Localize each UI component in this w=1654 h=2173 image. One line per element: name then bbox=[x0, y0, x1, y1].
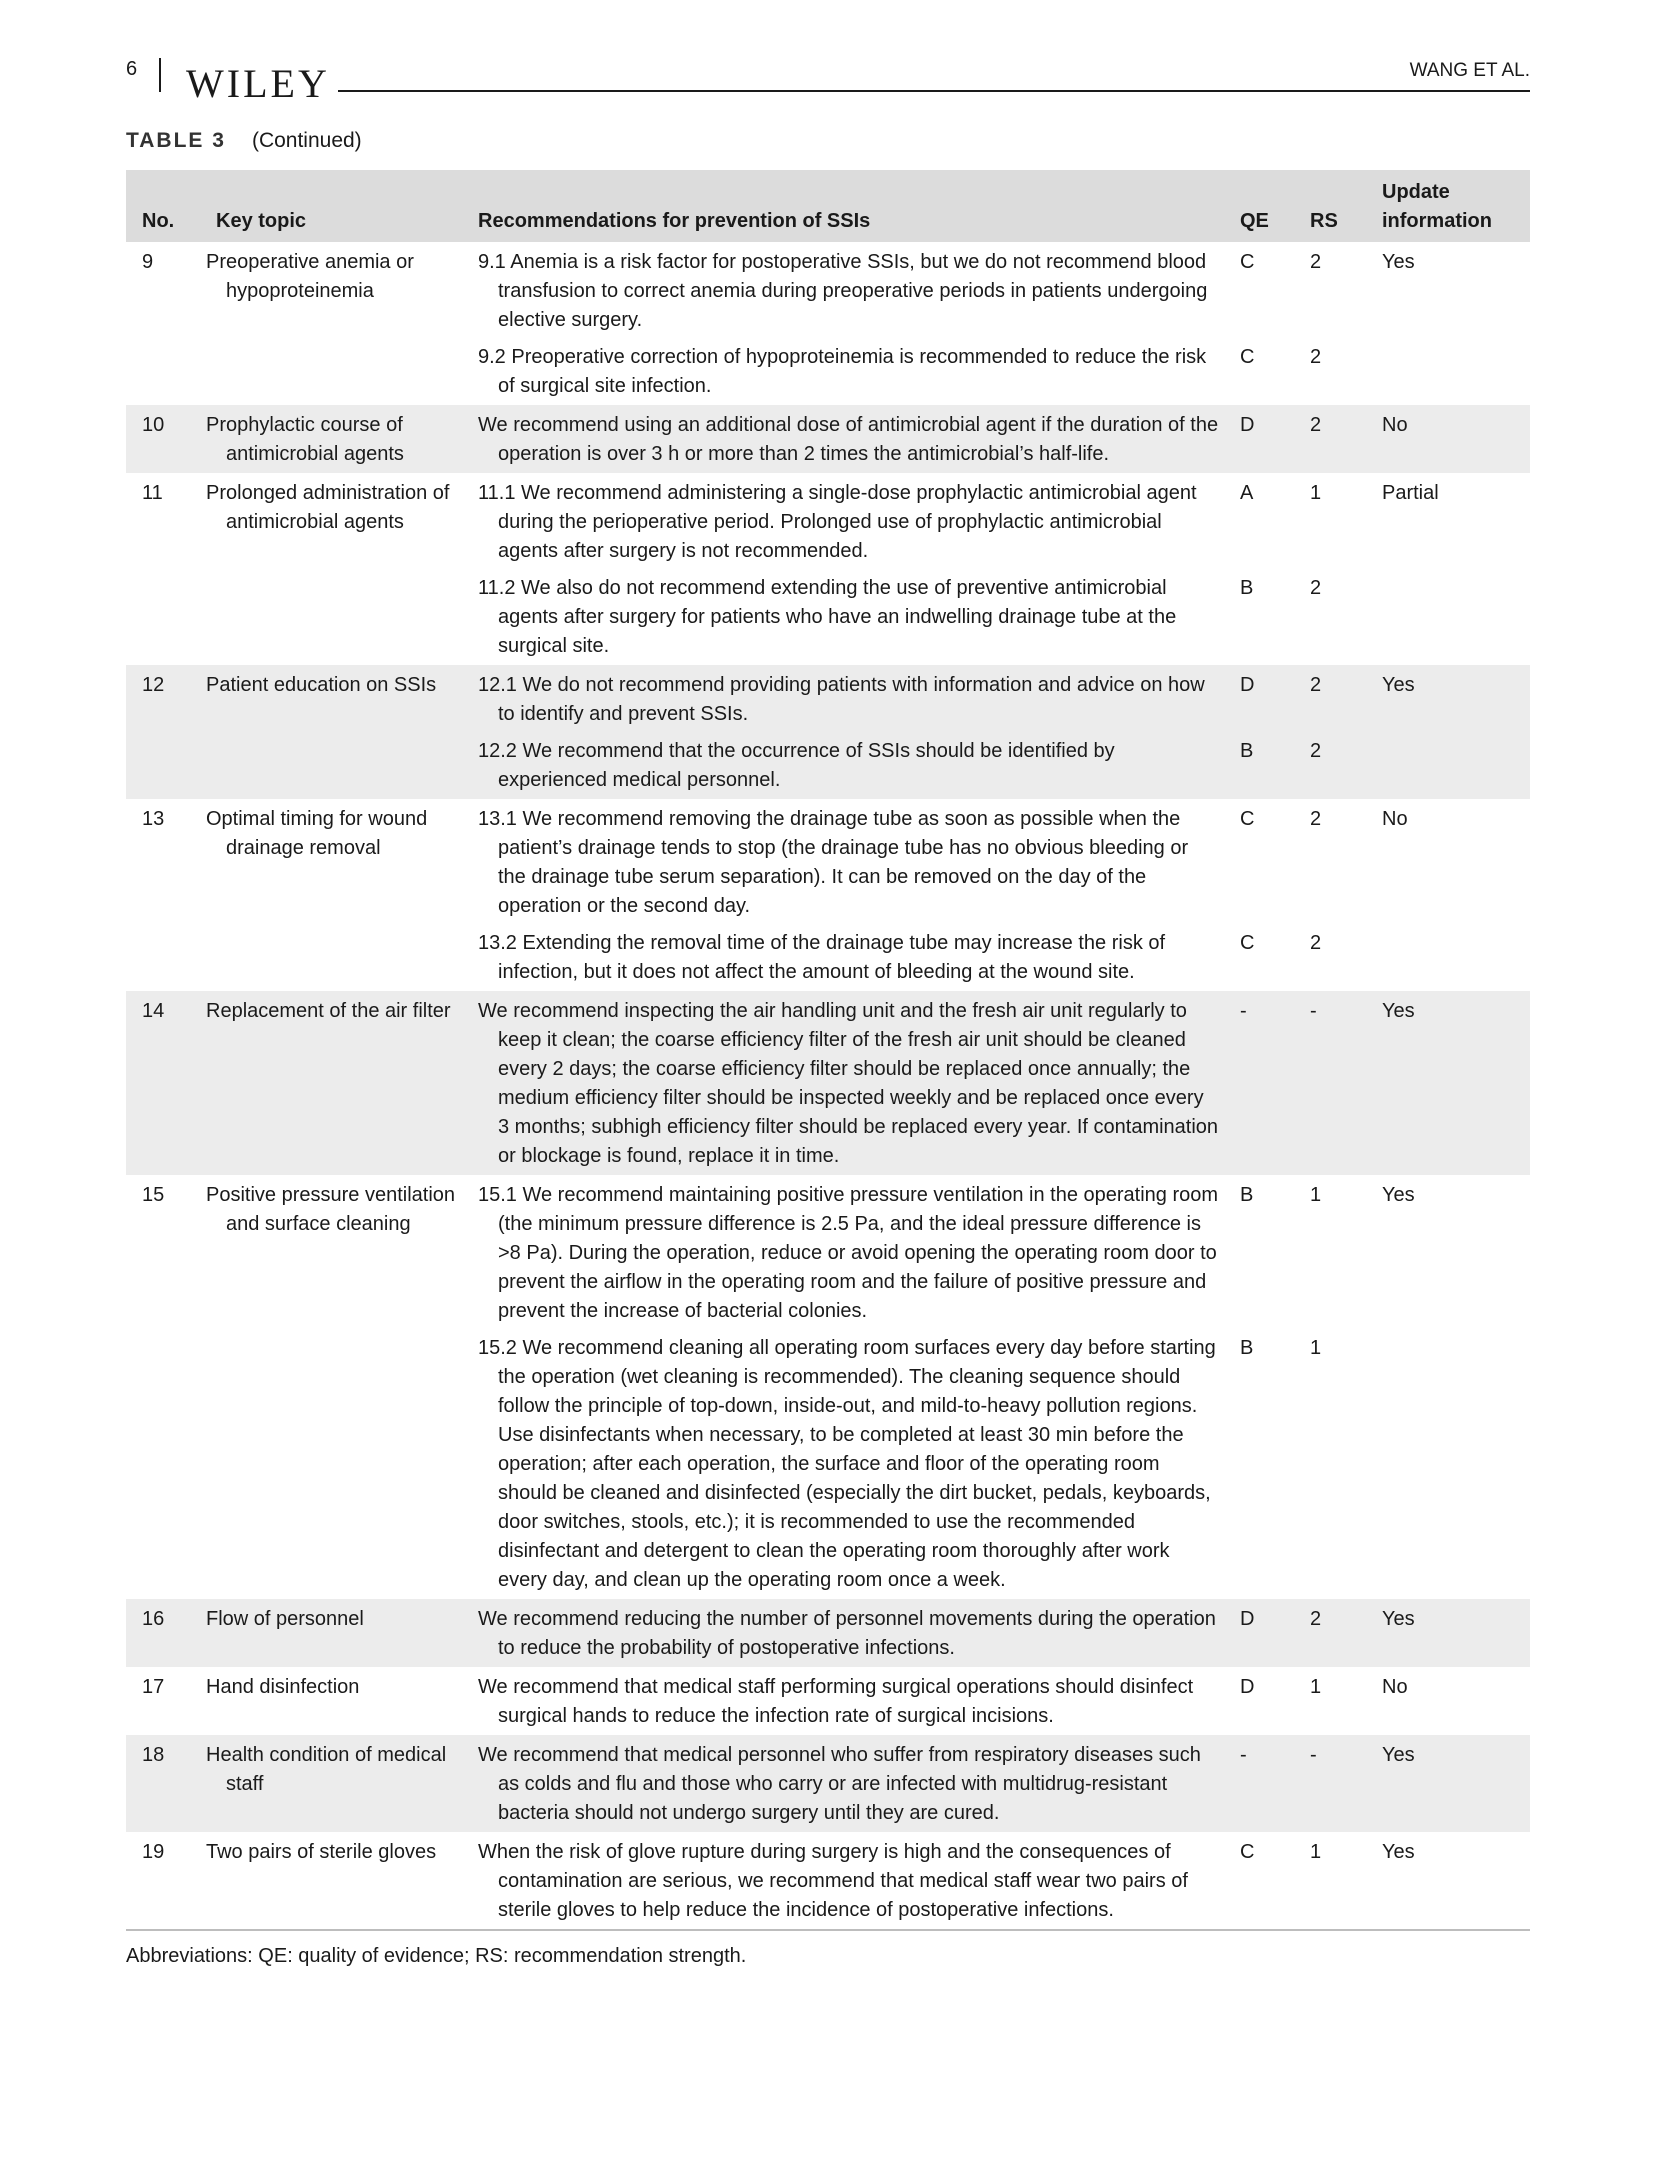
table-row bbox=[126, 405, 1530, 473]
recommendation-cell bbox=[468, 1832, 1230, 1930]
key-topic-cell: Hand disinfection bbox=[206, 1676, 360, 1698]
update-cell: Yes bbox=[1372, 1735, 1530, 1832]
recommendation-item: We recommend that medical personnel who suffer from respiratory diseases such as colds and flu and those who carry or are infected with multidrug-resistant bacteria should not undergo surgery until they are cured. bbox=[478, 1744, 1201, 1824]
recommendation-cell bbox=[468, 1735, 1230, 1832]
row-number: 19 bbox=[126, 1832, 206, 1930]
qe-value: D bbox=[1240, 674, 1255, 696]
rs-cell bbox=[1300, 1599, 1372, 1667]
recommendation-item: 15.2 We recommend cleaning all operating room surfaces every day before starting the operation (wet cleaning is recommended). The cleaning sequence should follow the principle of top-down, inside-out, and mild-to-heavy pollution regions. Use disinfectants when necessary, to be completed at least 30 min before the operation; after each operation, the surface and floor of the operating room should be cleaned and disinfected (especially the dirt bucket, pedals, keyboards, door switches, stools, etc.); it is recommended to use the recommended disinfectant and detergent to clean the operating room thoroughly after work every day, and clean up the operating room once a week. bbox=[478, 1337, 1216, 1591]
qe-value: C bbox=[1240, 251, 1255, 273]
key-topic-cell: Preoperative anemia or hypoproteinemia bbox=[206, 251, 414, 302]
rs-cell bbox=[1300, 1175, 1372, 1599]
row-number: 10 bbox=[126, 405, 206, 473]
key-topic-cell: Two pairs of sterile gloves bbox=[206, 1832, 468, 1930]
row-number: 14 bbox=[126, 991, 206, 1175]
recommendation-cell bbox=[468, 799, 1230, 991]
qe-cell bbox=[1230, 1175, 1300, 1599]
table-label: TABLE 3 bbox=[126, 129, 226, 152]
page bbox=[126, 52, 1530, 1968]
key-topic-cell: Patient education on SSIs bbox=[206, 665, 468, 799]
rs-cell bbox=[1300, 665, 1372, 799]
recommendation-item: We recommend reducing the number of personnel movements during the operation to reduce the probability of postoperative infections. bbox=[478, 1608, 1216, 1659]
row-number: 17 bbox=[142, 1676, 165, 1698]
update-cell: Yes bbox=[1372, 1832, 1530, 1930]
rs-value: 2 bbox=[1310, 414, 1322, 436]
qe-cell bbox=[1230, 991, 1300, 1175]
recommendation-item: 9.1 Anemia is a risk factor for postoperative SSIs, but we do not recommend blood transfusion to correct anemia during preoperative periods in patients undergoing elective surgery. bbox=[478, 251, 1208, 331]
qe-value: B bbox=[1240, 740, 1254, 762]
qe-cell bbox=[1230, 1667, 1300, 1735]
key-topic-cell: Flow of personnel bbox=[206, 1599, 468, 1667]
page-number: 6 bbox=[126, 58, 138, 80]
recommendation-item: 12.1 We do not recommend providing patients with information and advice on how to identify and prevent SSIs. bbox=[478, 674, 1205, 725]
update-cell: No bbox=[1372, 405, 1530, 473]
table-caption bbox=[126, 124, 1530, 158]
recommendation-item: We recommend inspecting the air handling unit and the fresh air unit regularly to keep it clean; the coarse efficiency filter of the fresh air unit should be cleaned every 2 days; the coarse efficiency filter should be replaced once annually; the medium efficiency filter should be inspected weekly and be replaced once every 3 months; subhigh efficiency filter should be replaced every year. If contamination or blockage is found, replace it in time. bbox=[478, 1000, 1219, 1167]
recommendations-table bbox=[126, 170, 1530, 1931]
qe-value: - bbox=[1240, 1744, 1247, 1766]
rs-cell bbox=[1300, 991, 1372, 1175]
key-topic-cell: Optimal timing for wound drainage removal bbox=[206, 808, 428, 859]
rs-cell bbox=[1300, 242, 1372, 405]
qe-cell bbox=[1230, 473, 1300, 665]
table-row bbox=[126, 1599, 1530, 1667]
rs-value: 1 bbox=[1310, 1676, 1322, 1698]
table-row bbox=[126, 1735, 1530, 1832]
table-body bbox=[126, 242, 1530, 1930]
recommendation-item: When the risk of glove rupture during surgery is high and the consequences of contamination are serious, we recommend that medical staff wear two pairs of sterile gloves to help reduce the incidence of postoperative infections. bbox=[478, 1841, 1188, 1921]
rs-value: 2 bbox=[1310, 251, 1322, 273]
rs-value: 2 bbox=[1310, 346, 1322, 368]
table-header-row bbox=[126, 170, 1530, 242]
row-number: 12 bbox=[126, 665, 206, 799]
recommendation-cell bbox=[468, 1599, 1230, 1667]
recommendation-cell bbox=[468, 473, 1230, 665]
qe-cell bbox=[1230, 1735, 1300, 1832]
key-topic-cell: Prolonged administration of antimicrobial agents bbox=[206, 482, 450, 533]
key-topic-cell: Health condition of medical staff bbox=[206, 1735, 468, 1832]
recommendation-cell bbox=[468, 405, 1230, 473]
qe-value: C bbox=[1240, 1841, 1255, 1863]
row-number: 11 bbox=[142, 482, 163, 504]
table-caption-text: (Continued) bbox=[251, 129, 362, 152]
rs-cell bbox=[1300, 405, 1372, 473]
table-row bbox=[126, 473, 1530, 665]
key-topic-cell: Prophylactic course of antimicrobial agents bbox=[206, 405, 468, 473]
key-topic-cell: Positive pressure ventilation and surface cleaning bbox=[206, 1184, 456, 1235]
update-cell: Partial bbox=[1382, 482, 1439, 504]
recommendation-item: 9.2 Preoperative correction of hypoproteinemia is recommended to reduce the risk of surgical site infection. bbox=[478, 346, 1207, 397]
recommendation-item: 13.2 Extending the removal time of the drainage tube may increase the risk of infection, but it does not affect the amount of bleeding at the wound site. bbox=[478, 932, 1166, 983]
qe-value: D bbox=[1240, 414, 1255, 436]
recommendation-cell bbox=[468, 242, 1230, 405]
table-row bbox=[126, 1832, 1530, 1930]
qe-value: - bbox=[1240, 1000, 1247, 1022]
col-header-rs: RS bbox=[1300, 170, 1372, 242]
update-cell: No bbox=[1382, 1676, 1408, 1698]
update-cell: Yes bbox=[1372, 1599, 1530, 1667]
key-topic-cell: Replacement of the air filter bbox=[206, 991, 468, 1175]
table-row bbox=[126, 991, 1530, 1175]
recommendation-cell bbox=[468, 991, 1230, 1175]
publisher-logo: WILEY bbox=[186, 61, 330, 106]
qe-value: B bbox=[1240, 1337, 1254, 1359]
recommendation-item: 12.2 We recommend that the occurrence of SSIs should be identified by experienced medical personnel. bbox=[478, 740, 1115, 791]
running-head: WANG ET AL. bbox=[1409, 60, 1530, 81]
table-row bbox=[126, 1667, 1530, 1735]
table-row bbox=[126, 1175, 1530, 1599]
rs-value: 2 bbox=[1310, 808, 1322, 830]
recommendation-item: 13.1 We recommend removing the drainage tube as soon as possible when the patient’s drainage tends to stop (the drainage tube has no obvious bleeding or the drainage tube serum separation). It can be removed on the day of the operation or the second day. bbox=[478, 808, 1189, 917]
qe-value: B bbox=[1240, 1184, 1254, 1206]
row-number: 16 bbox=[126, 1599, 206, 1667]
qe-value: B bbox=[1240, 577, 1254, 599]
rs-value: 1 bbox=[1310, 1841, 1322, 1863]
rs-value: 2 bbox=[1310, 1608, 1322, 1630]
table-row bbox=[126, 242, 1530, 405]
qe-value: A bbox=[1240, 482, 1254, 504]
qe-value: C bbox=[1240, 932, 1255, 954]
rs-value: 2 bbox=[1310, 932, 1322, 954]
header-rule bbox=[338, 90, 1530, 92]
qe-cell bbox=[1230, 1599, 1300, 1667]
qe-cell bbox=[1230, 242, 1300, 405]
recommendation-item: We recommend using an additional dose of antimicrobial agent if the duration of the operation is over 3 h or more than 2 times the antimicrobial’s half-life. bbox=[478, 414, 1219, 465]
row-number: 13 bbox=[142, 808, 165, 830]
qe-cell bbox=[1230, 799, 1300, 991]
qe-value: D bbox=[1240, 1676, 1255, 1698]
qe-cell bbox=[1230, 1832, 1300, 1930]
rs-value: 1 bbox=[1310, 1184, 1322, 1206]
rs-value: 2 bbox=[1310, 740, 1322, 762]
recommendation-item: 11.1 We recommend administering a single-dose prophylactic antimicrobial agent during the perioperative period. Prolonged use of prophylactic antimicrobial agents after surgery is not recommended. bbox=[478, 482, 1197, 562]
rs-cell bbox=[1300, 473, 1372, 665]
col-header-no: No. bbox=[126, 170, 206, 242]
qe-cell bbox=[1230, 405, 1300, 473]
recommendation-cell bbox=[468, 1667, 1230, 1735]
rs-value: - bbox=[1310, 1000, 1317, 1022]
update-cell: Yes bbox=[1382, 251, 1415, 273]
update-cell: Yes bbox=[1372, 991, 1530, 1175]
recommendation-cell bbox=[468, 665, 1230, 799]
update-cell: Yes bbox=[1372, 665, 1530, 799]
rs-value: 2 bbox=[1310, 674, 1322, 696]
rs-cell bbox=[1300, 1735, 1372, 1832]
page-header bbox=[126, 52, 1530, 106]
qe-value: C bbox=[1240, 808, 1255, 830]
col-header-key-topic: Key topic bbox=[206, 170, 468, 242]
table-footnote: Abbreviations: QE: quality of evidence; RS: recommendation strength. bbox=[126, 1945, 747, 1967]
rs-value: 2 bbox=[1310, 577, 1322, 599]
update-cell: No bbox=[1382, 808, 1408, 830]
qe-value: D bbox=[1240, 1608, 1255, 1630]
rs-cell bbox=[1300, 1667, 1372, 1735]
recommendation-item: 15.1 We recommend maintaining positive pressure ventilation in the operating room (the minimum pressure difference is 2.5 Pa, and the ideal pressure difference is >8 Pa). During the operation, reduce or avoid opening the operating room door to prevent the airflow in the operating room and the failure of positive pressure and prevent the increase of bacterial colonies. bbox=[478, 1184, 1219, 1322]
rs-value: 1 bbox=[1310, 1337, 1322, 1359]
recommendation-item: We recommend that medical staff performing surgical operations should disinfect surgical hands to reduce the infection rate of surgical incisions. bbox=[478, 1676, 1194, 1727]
rs-cell bbox=[1300, 799, 1372, 991]
header-separator bbox=[159, 58, 161, 92]
row-number: 18 bbox=[126, 1735, 206, 1832]
rs-value: 1 bbox=[1310, 482, 1322, 504]
table-row bbox=[126, 799, 1530, 991]
table-row bbox=[126, 665, 1530, 799]
update-cell: Yes bbox=[1382, 1184, 1415, 1206]
recommendation-cell bbox=[468, 1175, 1230, 1599]
row-number: 9 bbox=[142, 251, 154, 273]
qe-cell bbox=[1230, 665, 1300, 799]
recommendation-item: 11.2 We also do not recommend extending the use of preventive antimicrobial agents after surgery for patients who have an indwelling drainage tube at the surgical site. bbox=[478, 577, 1177, 657]
rs-cell bbox=[1300, 1832, 1372, 1930]
col-header-update: Update information bbox=[1372, 170, 1530, 242]
col-header-qe: QE bbox=[1230, 170, 1300, 242]
qe-value: C bbox=[1240, 346, 1255, 368]
row-number: 15 bbox=[142, 1184, 165, 1206]
col-header-recommendations: Recommendations for prevention of SSIs bbox=[468, 170, 1230, 242]
rs-value: - bbox=[1310, 1744, 1317, 1766]
